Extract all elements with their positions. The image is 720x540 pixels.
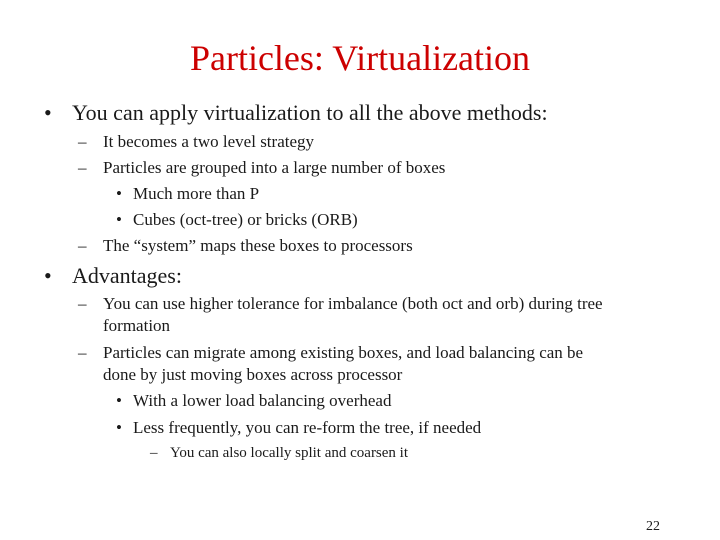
level4-bullet-marker: – <box>150 445 158 461</box>
sub-sub-bullet-marker: • <box>116 391 122 410</box>
sub-bullet-text-continued: done by just moving boxes across processor <box>103 365 403 384</box>
sub-sub-bullet-text: Much more than P <box>133 184 260 203</box>
sub-bullet-marker: – <box>78 132 87 151</box>
bullet-marker: • <box>44 100 52 125</box>
sub-bullet-marker: – <box>78 343 87 362</box>
sub-bullet-text: Particles are grouped into a large number of boxes <box>103 158 446 177</box>
sub-sub-bullet-marker: • <box>116 184 122 203</box>
sub-sub-bullet-marker: • <box>116 210 122 229</box>
sub-bullet-marker: – <box>78 158 87 177</box>
sub-bullet-text: You can use higher tolerance for imbalance (both oct and orb) during tree <box>103 294 603 313</box>
sub-bullet-text: The “system” maps these boxes to processors <box>103 236 413 255</box>
sub-bullet-text-continued: formation <box>103 316 171 335</box>
slide-title: Particles: Virtualization <box>189 38 531 78</box>
sub-bullet-marker: – <box>78 294 87 313</box>
sub-sub-bullet-text: Less frequently, you can re-form the tree, if needed <box>133 418 482 437</box>
sub-sub-bullet-text: Cubes (oct-tree) or bricks (ORB) <box>133 210 358 229</box>
bullet-text: Advantages: <box>72 263 182 288</box>
sub-bullet-text: Particles can migrate among existing boxes, and load balancing can be <box>103 343 584 362</box>
sub-sub-bullet-marker: • <box>116 418 122 437</box>
bullet-text: You can apply virtualization to all the above methods: <box>72 100 548 125</box>
sub-bullet-text: It becomes a two level strategy <box>103 132 315 151</box>
level4-bullet-text: You can also locally split and coarsen it <box>170 445 409 461</box>
bullet-marker: • <box>44 263 52 288</box>
page-number: 22 <box>646 519 660 534</box>
sub-sub-bullet-text: With a lower load balancing overhead <box>133 391 392 410</box>
sub-bullet-marker: – <box>78 236 87 255</box>
